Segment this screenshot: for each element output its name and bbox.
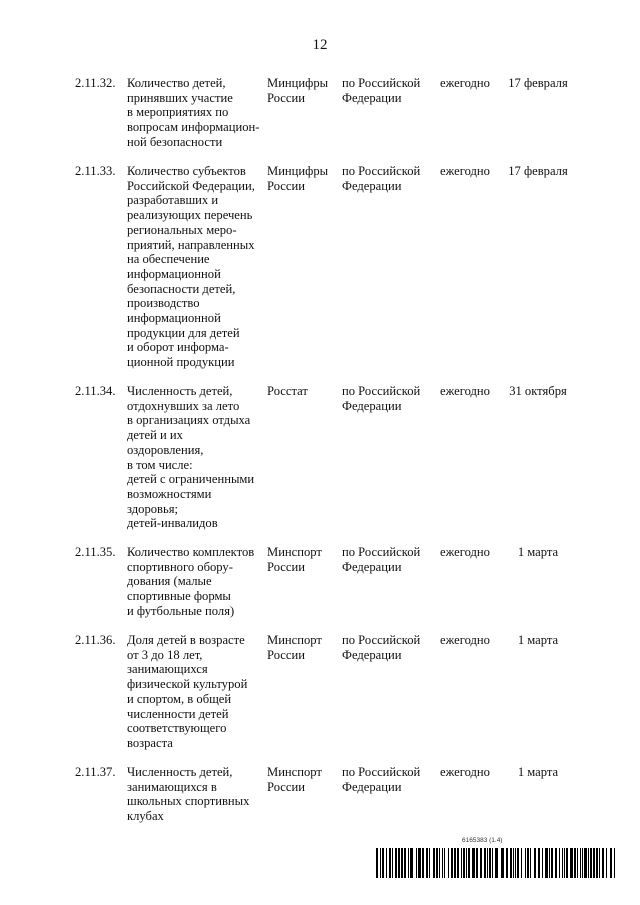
text-line: физической культурой <box>127 677 248 692</box>
barcode-bar <box>448 848 449 878</box>
barcode-bar <box>534 848 536 878</box>
text-line: занимающихся <box>127 662 208 677</box>
row-number: 2.11.33. <box>75 164 116 178</box>
row-number: 2.11.37. <box>75 765 116 779</box>
text-line: Минспорт <box>267 545 322 559</box>
reporting-level <box>342 545 438 574</box>
text-line: спортивного обору- <box>127 559 233 574</box>
barcode-bar <box>510 848 512 878</box>
barcode-bar <box>454 848 456 878</box>
barcode-bar <box>555 848 557 878</box>
barcode-bar <box>463 848 465 878</box>
barcode-bar <box>549 848 550 878</box>
text-line: России <box>267 647 305 662</box>
barcode-bar <box>392 848 393 878</box>
text-line: Количество комплектов <box>127 545 255 559</box>
text-line: приятий, направленных <box>127 237 255 252</box>
barcode-bar <box>566 848 568 878</box>
text-line: безопасности детей, <box>127 281 236 296</box>
text-line: Численность детей, <box>127 384 233 398</box>
barcode-bar <box>564 848 565 878</box>
page-number: 12 <box>312 37 328 53</box>
deadline: 17 февраля <box>508 76 568 90</box>
barcode-bar <box>593 848 595 878</box>
text-line: и футбольные поля) <box>127 603 235 618</box>
barcode-bar <box>404 848 406 878</box>
text-line: по Российской <box>342 164 421 178</box>
barcode-bar <box>436 848 438 878</box>
text-line: Минспорт <box>267 765 322 779</box>
text-line: Федерации <box>342 779 402 794</box>
barcode-bar <box>614 848 615 878</box>
indicator-name <box>127 164 267 370</box>
indicator-name <box>127 76 267 150</box>
text-line: принявших участие <box>127 90 233 105</box>
text-line: школьных спортивных <box>127 794 250 809</box>
text-line: и оборот информа- <box>127 340 229 355</box>
barcode-bar <box>495 848 498 878</box>
text-line: Федерации <box>342 178 402 193</box>
barcode-bar <box>457 848 459 878</box>
barcode-bar <box>513 848 514 878</box>
indicator-name <box>127 633 267 751</box>
text-line: России <box>267 90 305 105</box>
barcode-bar <box>398 848 400 878</box>
text-line: России <box>267 779 305 794</box>
deadline: 1 марта <box>517 545 559 559</box>
text-line: по Российской <box>342 545 421 559</box>
text-line: реализующих перечень <box>127 208 253 223</box>
periodicity: ежегодно <box>440 76 490 90</box>
periodicity: ежегодно <box>440 765 490 779</box>
barcode-bar <box>439 848 440 878</box>
text-line: по Российской <box>342 384 421 398</box>
barcode-bar <box>527 848 529 878</box>
text-line: здоровья; <box>127 501 179 516</box>
text-line: детей-инвалидов <box>127 516 218 531</box>
barcode-bar <box>416 848 417 878</box>
text-line: оздоровления, <box>127 442 204 457</box>
text-line: спортивные формы <box>127 589 231 604</box>
text-line: Количество субъектов <box>127 164 246 178</box>
barcode-bar <box>451 848 453 878</box>
barcode-bar <box>580 848 581 878</box>
barcode-bar <box>599 848 600 878</box>
barcode-bar <box>530 848 531 878</box>
barcode-bar <box>545 848 548 878</box>
barcode-bar <box>610 848 612 878</box>
barcode-bar <box>521 848 522 878</box>
text-line: численности детей <box>127 706 229 721</box>
barcode-bar <box>433 848 435 878</box>
row-number: 2.11.35. <box>75 545 116 559</box>
text-line: соответствующего <box>127 721 227 736</box>
deadline: 17 февраля <box>508 164 568 178</box>
barcode <box>376 848 618 878</box>
row-number: 2.11.34. <box>75 384 116 398</box>
text-line: Минцифры <box>267 76 329 90</box>
barcode-bar <box>395 848 397 878</box>
reporting-level <box>342 384 438 413</box>
barcode-bar <box>386 848 387 878</box>
text-line: от 3 до 18 лет, <box>127 647 203 662</box>
barcode-bar <box>382 848 384 878</box>
barcode-bar <box>466 848 467 878</box>
text-line: занимающихся в <box>127 779 217 794</box>
text-line: России <box>267 559 305 574</box>
deadline: 1 марта <box>517 633 559 647</box>
reporting-level <box>342 164 438 193</box>
text-line: информационной <box>127 266 221 281</box>
text-line: Минцифры <box>267 164 329 178</box>
barcode-bar <box>484 848 486 878</box>
text-line: клубах <box>127 809 164 824</box>
barcode-bar <box>574 848 576 878</box>
barcode-bar <box>410 848 413 878</box>
text-line: Росстат <box>267 384 308 398</box>
barcode-text: 6165383 (1.4) <box>462 837 503 844</box>
barcode-bar <box>401 848 403 878</box>
responsible-agency <box>267 545 339 574</box>
text-line: Российской Федерации, <box>127 178 255 193</box>
text-line: в мероприятиях по <box>127 105 229 120</box>
text-line: Минспорт <box>267 633 322 647</box>
barcode-bar <box>489 848 491 878</box>
deadline: 31 октября <box>509 384 567 398</box>
text-line: Доля детей в возрасте <box>127 633 245 647</box>
responsible-agency <box>267 384 339 399</box>
text-line: возможностями <box>127 486 212 501</box>
text-line: продукции для детей <box>127 325 240 340</box>
text-line: производство <box>127 296 200 311</box>
reporting-level <box>342 633 438 662</box>
text-line: региональных меро- <box>127 222 237 237</box>
barcode-bar <box>444 848 445 878</box>
text-line: детей и их <box>127 428 183 443</box>
barcode-bar <box>551 848 553 878</box>
text-line: и спортом, в общей <box>127 691 232 706</box>
barcode-bar <box>487 848 488 878</box>
responsible-agency <box>267 765 339 794</box>
text-line: по Российской <box>342 765 421 779</box>
barcode-bar <box>515 848 516 878</box>
periodicity: ежегодно <box>440 633 490 647</box>
deadline: 1 марта <box>517 765 559 779</box>
barcode-bar <box>542 848 543 878</box>
barcode-bar <box>422 848 424 878</box>
barcode-bar <box>582 848 583 878</box>
barcode-bar <box>506 848 508 878</box>
text-line: России <box>267 178 305 193</box>
barcode-bar <box>501 848 504 878</box>
text-line: дования (малые <box>127 574 212 589</box>
barcode-bar <box>570 848 573 878</box>
barcode-bar <box>426 848 428 878</box>
barcode-bar <box>517 848 519 878</box>
barcode-bar <box>461 848 462 878</box>
barcode-bar <box>584 848 587 878</box>
barcode-bar <box>380 848 381 878</box>
barcode-bar <box>472 848 475 878</box>
text-line: возраста <box>127 735 173 750</box>
text-line: в том числе: <box>127 457 193 472</box>
barcode-bar <box>389 848 391 878</box>
periodicity: ежегодно <box>440 545 490 559</box>
barcode-bar <box>590 848 592 878</box>
responsible-agency <box>267 76 339 105</box>
row-number: 2.11.36. <box>75 633 116 647</box>
barcode-bar <box>429 848 430 878</box>
barcode-bar <box>468 848 470 878</box>
barcode-bar <box>442 848 443 878</box>
barcode-bar <box>596 848 598 878</box>
indicator-name <box>127 384 267 531</box>
text-line: ной безопасности <box>127 134 223 149</box>
text-line: Количество детей, <box>127 76 226 90</box>
indicator-name <box>127 545 267 619</box>
text-line: по Российской <box>342 633 421 647</box>
text-line: Федерации <box>342 559 402 574</box>
responsible-agency <box>267 633 339 662</box>
barcode-bar <box>559 848 560 878</box>
barcode-bar <box>538 848 540 878</box>
text-line: Федерации <box>342 647 402 662</box>
text-line: разработавших и <box>127 193 219 208</box>
barcode-bar <box>562 848 563 878</box>
row-number: 2.11.32. <box>75 76 116 90</box>
barcode-bar <box>418 848 421 878</box>
barcode-bar <box>577 848 578 878</box>
barcode-bar <box>480 848 482 878</box>
text-line: ционной продукции <box>127 355 235 370</box>
text-line: на обеспечение <box>127 252 210 267</box>
reporting-level <box>342 765 438 794</box>
barcode-bar <box>408 848 409 878</box>
periodicity: ежегодно <box>440 384 490 398</box>
barcode-bar <box>525 848 526 878</box>
responsible-agency <box>267 164 339 193</box>
reporting-level <box>342 76 438 105</box>
text-line: по Российской <box>342 76 421 90</box>
text-line: Численность детей, <box>127 765 233 779</box>
text-line: Федерации <box>342 398 402 413</box>
text-line: в организациях отдыха <box>127 413 251 428</box>
barcode-bar <box>476 848 478 878</box>
text-line: Федерации <box>342 90 402 105</box>
indicator-name <box>127 765 267 824</box>
periodicity: ежегодно <box>440 164 490 178</box>
text-line: вопросам информацион- <box>127 120 260 135</box>
text-line: детей с ограниченными <box>127 472 255 487</box>
barcode-bar <box>602 848 604 878</box>
barcode-bar <box>588 848 589 878</box>
barcode-bar <box>376 848 378 878</box>
barcode-bar <box>492 848 493 878</box>
text-line: информационной <box>127 311 221 326</box>
text-line: отдохнувших за лето <box>127 398 240 413</box>
barcode-bar <box>606 848 607 878</box>
